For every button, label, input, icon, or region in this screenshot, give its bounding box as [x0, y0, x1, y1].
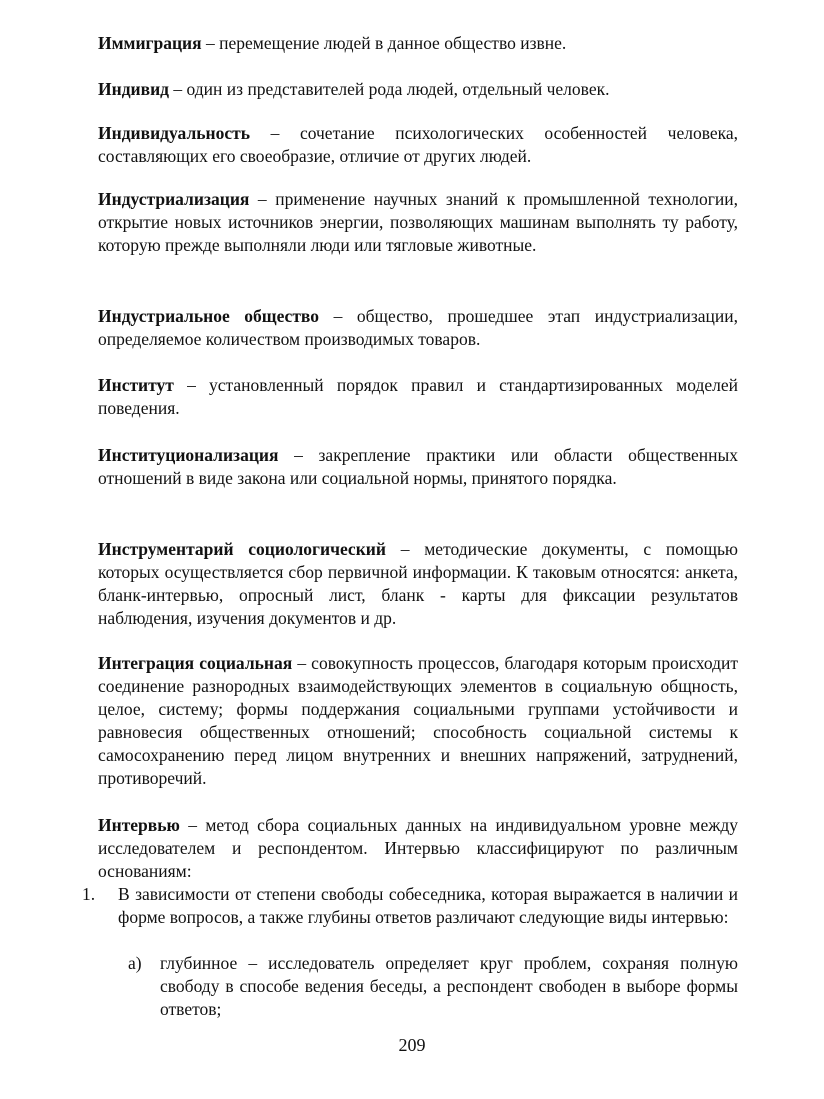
entry-term: Индивидуальность	[98, 123, 250, 143]
entry-dash: –	[333, 306, 343, 326]
entry-individuality	[98, 122, 738, 168]
list-subitem-label: а)	[128, 953, 142, 973]
entry-definition: метод сбора социальных данных на индивидуальном уровне между исследователем и респондентом. Интервью классифицируют по различным основаниям:	[98, 815, 738, 881]
entry-dash: –	[205, 33, 215, 53]
list-number: 1.	[82, 884, 96, 904]
entry-institutionalization	[98, 444, 738, 490]
entry-term: Индивид	[98, 79, 170, 99]
entry-definition: применение научных знаний к промышленной технологии, открытие новых источников энергии, позволяющих машинам выполнять ту работу, которую прежде выполняли люди или тягловые животные.	[98, 189, 738, 255]
entry-definition: установленный порядок правил и стандартизированных моделей поведения.	[98, 375, 738, 418]
entry-dash: –	[187, 375, 196, 395]
entry-term: Индустриальное общество	[98, 306, 319, 326]
entry-definition: закрепление практики или области общественных отношений в виде закона или социальной нормы, принятого порядка.	[98, 445, 739, 488]
entry-term: Интеграция социальная	[98, 653, 293, 673]
entry-definition: методические документы, с помощью которых осуществляется сбор первичной информации. К таковым относятся: анкета, бланк-интервью, опросный лист, бланк - карты для фиксации результатов наблюдения, изучения документов и др.	[98, 539, 739, 628]
entry-term: Интервью	[98, 815, 180, 835]
entry-term: Индустриализация	[98, 189, 250, 209]
entry-dash: –	[400, 539, 410, 559]
list-item-text: В зависимости от степени свободы собеседника, которая выражается в наличии и форме вопросов, а также глубины ответов различают следующие виды интервью:	[118, 884, 738, 927]
entry-dash: –	[297, 653, 307, 673]
list-subitem-text: глубинное – исследователь определяет круг проблем, сохраняя полную свободу в способе ведения беседы, а респондент свободен в выборе формы ответов;	[160, 953, 738, 1019]
entry-definition: совокупность процессов, благодаря которым происходит соединение разнородных взаимодействующих элементов в социальную общность, целое, систему; формы поддержания социальными группами устойчивости и равновесия общественных отношений; способность социальной системы к самосохранению перед лицом внутренних и внешних напряжений, затруднений, противоречий.	[98, 653, 739, 788]
entry-dash: –	[294, 445, 303, 465]
entry-individual	[98, 78, 738, 101]
entry-industrial-society	[98, 305, 738, 351]
entry-definition: общество, прошедшее этап индустриализации, определяемое количеством производимых товаров.	[98, 306, 738, 349]
entry-term: Институционализация	[98, 445, 279, 465]
entry-industrialization	[98, 188, 738, 257]
entry-sociological-toolkit	[98, 538, 738, 630]
entry-definition: один из представителей рода людей, отдельный человек.	[186, 79, 610, 99]
entry-institute	[98, 374, 738, 420]
entry-dash: –	[270, 123, 280, 143]
entry-definition: перемещение людей в данное общество извне.	[219, 33, 567, 53]
entry-interview	[98, 814, 738, 883]
entry-dash: –	[188, 815, 197, 835]
entry-term: Институт	[98, 375, 174, 395]
entry-dash: –	[257, 189, 267, 209]
entry-dash: –	[173, 79, 183, 99]
entry-term: Иммиграция	[98, 33, 202, 53]
entry-term: Инструментарий социологический	[98, 539, 386, 559]
entry-social-integration	[98, 652, 738, 790]
entry-definition: сочетание психологических особенностей человека, составляющих его своеобразие, отличие от других людей.	[98, 123, 738, 166]
entry-immigration	[98, 32, 738, 55]
page-number: 209	[398, 1035, 426, 1055]
